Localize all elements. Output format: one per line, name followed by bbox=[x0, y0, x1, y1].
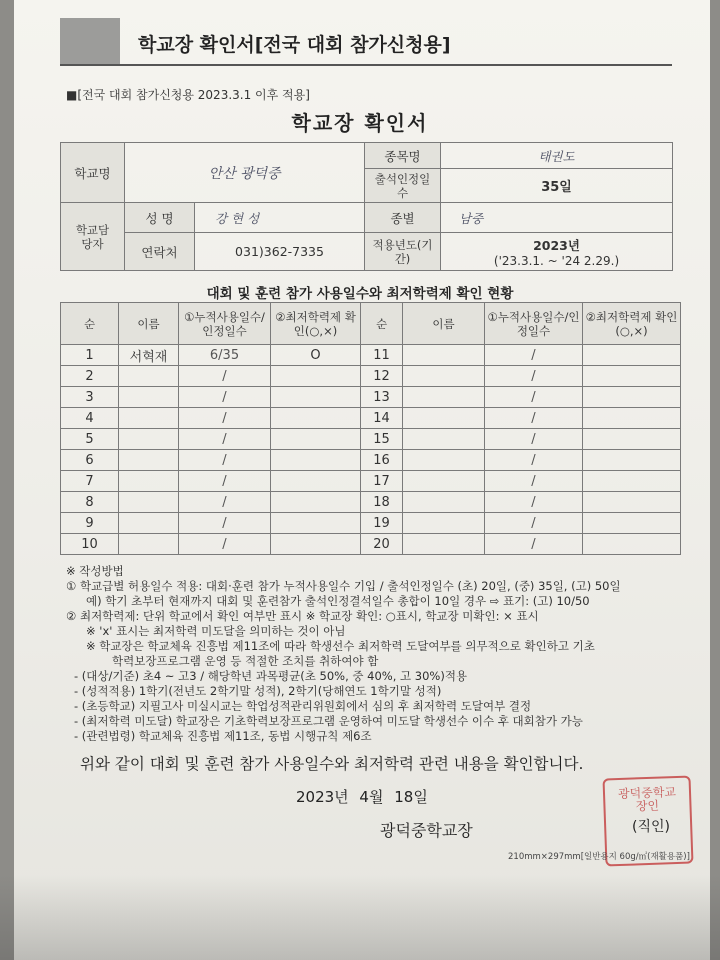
row-academic-right bbox=[583, 408, 681, 429]
note-2: ② 최저학력제: 단위 학교에서 확인 여부만 표시 ※ 학교장 확인: ○표시, 학교장 미확인: × 표시 bbox=[66, 609, 539, 623]
row-name-right bbox=[403, 429, 485, 450]
row-number-right: 13 bbox=[361, 387, 403, 408]
row-name-right bbox=[403, 492, 485, 513]
row-days: / bbox=[179, 492, 271, 513]
row-days: / bbox=[179, 471, 271, 492]
form-subtitle: ■[전국 대회 참가신청용 2023.3.1 이후 적용] bbox=[66, 88, 310, 102]
table-row bbox=[61, 408, 681, 429]
row-academic-right bbox=[583, 513, 681, 534]
row-academic bbox=[271, 387, 361, 408]
row-name bbox=[119, 366, 179, 387]
row-academic-right bbox=[583, 492, 681, 513]
row-academic-right bbox=[583, 366, 681, 387]
row-days: / bbox=[179, 387, 271, 408]
table-row bbox=[61, 345, 681, 366]
table-row bbox=[61, 429, 681, 450]
detail-2: - (성적적용) 1학기(전년도 2학기말 성적), 2학기(당해연도 1학기말 성적) bbox=[74, 684, 442, 698]
row-number-right: 16 bbox=[361, 450, 403, 471]
table-row bbox=[61, 366, 681, 387]
row-academic bbox=[271, 450, 361, 471]
row-academic-right bbox=[583, 534, 681, 555]
row-academic bbox=[271, 429, 361, 450]
row-academic bbox=[271, 408, 361, 429]
row-number-right: 14 bbox=[361, 408, 403, 429]
row-academic-right bbox=[583, 471, 681, 492]
row-name-right bbox=[403, 450, 485, 471]
row-number: 5 bbox=[61, 429, 119, 450]
col-days-header: ①누적사용일수/인정일수 bbox=[179, 303, 271, 345]
row-name bbox=[119, 450, 179, 471]
row-days-right: / bbox=[485, 408, 583, 429]
col-no-header-right: 순 bbox=[361, 303, 403, 345]
row-academic bbox=[271, 513, 361, 534]
row-academic-right bbox=[583, 450, 681, 471]
row-name bbox=[119, 513, 179, 534]
row-days-right: / bbox=[485, 345, 583, 366]
table-row bbox=[61, 513, 681, 534]
row-academic-right bbox=[583, 429, 681, 450]
row-number: 7 bbox=[61, 471, 119, 492]
row-name bbox=[119, 429, 179, 450]
row-name bbox=[119, 471, 179, 492]
row-days-right: / bbox=[485, 534, 583, 555]
row-number-right: 18 bbox=[361, 492, 403, 513]
note-3: ※ 'x' 표시는 최저학력 미도달을 의미하는 것이 아님 bbox=[86, 624, 346, 638]
row-number-right: 15 bbox=[361, 429, 403, 450]
note-1b: 예) 학기 초부터 현재까지 대회 및 훈련참가 출석인정결석일수 총합이 10일 경우 ⇨ 표기: (고) 10/50 bbox=[86, 594, 590, 608]
athlete-list-table bbox=[60, 302, 681, 555]
detail-5: - (관련법령) 학교체육 진흥법 제11조, 동법 시행규칙 제6조 bbox=[74, 729, 372, 743]
row-days-right: / bbox=[485, 429, 583, 450]
period-value: ('23.3.1. ~ '24 2.29.) bbox=[493, 253, 620, 268]
athlete-list-body bbox=[61, 345, 681, 555]
row-name-right bbox=[403, 408, 485, 429]
row-days: / bbox=[179, 534, 271, 555]
col-academic-header: ②최저학력제 확인(○,×) bbox=[271, 303, 361, 345]
row-days: 6/35 bbox=[179, 345, 271, 366]
col-name-header-right: 이름 bbox=[403, 303, 485, 345]
note-4b: 학력보장프로그램 운영 등 적절한 조치를 취하여야 함 bbox=[112, 654, 379, 668]
row-name-right bbox=[403, 534, 485, 555]
school-head-title: 광덕중학교장 bbox=[380, 821, 473, 840]
row-name bbox=[119, 534, 179, 555]
row-name bbox=[119, 492, 179, 513]
row-name bbox=[119, 387, 179, 408]
row-name bbox=[119, 408, 179, 429]
row-number: 4 bbox=[61, 408, 119, 429]
col-name-header: 이름 bbox=[119, 303, 179, 345]
confirmation-statement: 위와 같이 대회 및 훈련 참가 사용일수와 최저학력 관련 내용을 확인합니다. bbox=[80, 755, 584, 773]
year-label: 적용년도(기간) bbox=[365, 233, 441, 271]
detail-1: - (대상/기준) 초4 ~ 고3 / 해당학년 과목평균(초 50%, 중 40%, 고 30%)적용 bbox=[74, 669, 468, 683]
detail-4: - (최저학력 미도달) 학교장은 기초학력보장프로그램 운영하여 미도달 학생선수 이수 후 대회참가 가능 bbox=[74, 714, 583, 728]
row-name: 서혁재 bbox=[119, 345, 179, 366]
row-days-right: / bbox=[485, 471, 583, 492]
row-days-right: / bbox=[485, 387, 583, 408]
row-days-right: / bbox=[485, 492, 583, 513]
row-academic bbox=[271, 366, 361, 387]
year-value: 2023년 bbox=[533, 237, 580, 253]
contact-value: 031)362-7335 bbox=[195, 233, 365, 271]
col-no-header: 순 bbox=[61, 303, 119, 345]
row-name-right bbox=[403, 471, 485, 492]
row-academic bbox=[271, 471, 361, 492]
category-label: 종별 bbox=[365, 203, 441, 233]
signature-mark: (직인) bbox=[632, 819, 670, 835]
row-number-right: 20 bbox=[361, 534, 403, 555]
event-label: 종목명 bbox=[365, 143, 441, 169]
row-days-right: / bbox=[485, 450, 583, 471]
row-academic: O bbox=[271, 345, 361, 366]
note-4a: ※ 학교장은 학교체육 진흥법 제11조에 따라 학생선수 최저학력 도달여부를 의무적으로 확인하고 기초 bbox=[86, 639, 595, 653]
row-number-right: 12 bbox=[361, 366, 403, 387]
col-academic-header-right: ②최저학력제 확인(○,×) bbox=[583, 303, 681, 345]
row-days: / bbox=[179, 366, 271, 387]
row-number: 10 bbox=[61, 534, 119, 555]
attendance-value: 35일 bbox=[441, 169, 673, 203]
row-number: 6 bbox=[61, 450, 119, 471]
table-row bbox=[61, 492, 681, 513]
row-academic bbox=[271, 492, 361, 513]
event-value: 태권도 bbox=[441, 143, 673, 169]
paper-size-note: 210mm×297mm[일반용지 60g/㎡(재활용품)] bbox=[508, 852, 690, 862]
row-name-right bbox=[403, 345, 485, 366]
school-info-table bbox=[60, 142, 673, 271]
manager-name-value: 강 현 성 bbox=[195, 203, 365, 233]
row-academic bbox=[271, 534, 361, 555]
table-row bbox=[61, 471, 681, 492]
row-number: 2 bbox=[61, 366, 119, 387]
row-number: 1 bbox=[61, 345, 119, 366]
school-name-label: 학교명 bbox=[61, 143, 125, 203]
issue-date: 2023년 4월 18일 bbox=[296, 788, 428, 806]
row-days-right: / bbox=[485, 366, 583, 387]
row-days-right: / bbox=[485, 513, 583, 534]
row-name-right bbox=[403, 513, 485, 534]
document-header: 학교장 확인서[전국 대회 참가신청용] bbox=[138, 34, 451, 56]
row-number: 8 bbox=[61, 492, 119, 513]
official-seal: 광덕중학교장인 bbox=[602, 775, 693, 866]
section-title: 대회 및 훈련 참가 사용일수와 최저학력제 확인 현황 bbox=[206, 286, 514, 302]
row-number: 9 bbox=[61, 513, 119, 534]
row-number-right: 17 bbox=[361, 471, 403, 492]
row-academic-right bbox=[583, 387, 681, 408]
contact-label: 연락처 bbox=[125, 233, 195, 271]
row-days: / bbox=[179, 513, 271, 534]
row-number-right: 11 bbox=[361, 345, 403, 366]
row-days: / bbox=[179, 450, 271, 471]
detail-3: - (초등학교) 지필고사 미실시교는 학업성적관리위원회에서 심의 후 최저학력 도달여부 결정 bbox=[74, 699, 532, 713]
photo-shadow bbox=[0, 875, 720, 960]
row-academic-right bbox=[583, 345, 681, 366]
school-name-value: 안산 광덕중 bbox=[125, 143, 365, 203]
row-days: / bbox=[179, 408, 271, 429]
table-row bbox=[61, 534, 681, 555]
row-name-right bbox=[403, 366, 485, 387]
col-days-header-right: ①누적사용일수/인정일수 bbox=[485, 303, 583, 345]
row-days: / bbox=[179, 429, 271, 450]
notes-heading: ※ 작성방법 bbox=[66, 564, 124, 578]
school-manager-label: 학교담당자 bbox=[61, 203, 125, 271]
attendance-label: 출석인정일수 bbox=[365, 169, 441, 203]
header-shade bbox=[60, 18, 120, 64]
row-number: 3 bbox=[61, 387, 119, 408]
table-row bbox=[61, 387, 681, 408]
manager-name-label: 성 명 bbox=[125, 203, 195, 233]
form-title: 학교장 확인서 bbox=[291, 111, 429, 135]
row-number-right: 19 bbox=[361, 513, 403, 534]
row-name-right bbox=[403, 387, 485, 408]
table-row bbox=[61, 450, 681, 471]
category-value: 남중 bbox=[441, 203, 673, 233]
note-1a: ① 학교급별 허용일수 적용: 대회·훈련 참가 누적사용일수 기입 / 출석인정일수 (초) 20일, (중) 35일, (고) 50일 bbox=[66, 579, 621, 593]
header-rule bbox=[60, 64, 672, 66]
instructions-notes bbox=[66, 564, 686, 744]
year-cell bbox=[441, 233, 673, 271]
